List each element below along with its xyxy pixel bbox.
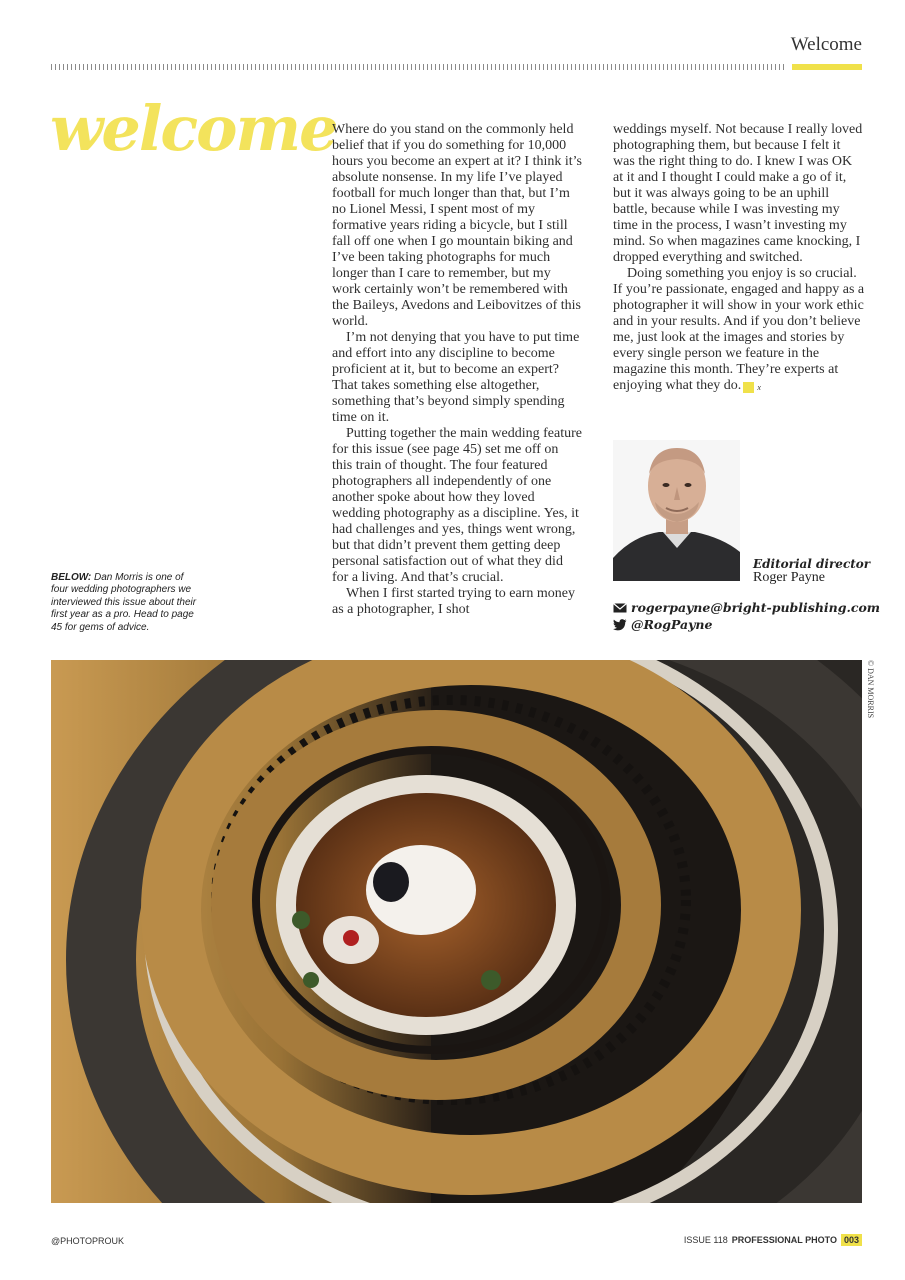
envelope-icon [613,603,627,613]
body-column-2 [613,122,865,394]
paragraph: When I first started trying to earn money as a photographer, I shot [332,586,575,617]
caption-lead: BELOW: [51,572,92,583]
footer-issue-info [684,1234,862,1246]
paragraph: I’m not denying that you have to put time and effort into any discipline to become proficient at it, but to become an expert? That takes something else altogether, something that’s beyond simply spending time on it. [332,330,580,425]
photo-caption [51,572,201,634]
twitter-contact[interactable] [613,617,712,632]
footer-handle: @PHOTOPROUK [51,1236,124,1246]
twitter-bird-icon [613,619,627,631]
twitter-handle[interactable]: @RogPayne [631,617,713,632]
page-number: 003 [841,1234,862,1246]
end-mark-icon: x [743,382,754,393]
email-contact[interactable] [613,600,880,615]
caption-text: Dan Morris is one of four wedding photographers we interviewed this issue about their first year as a pro. Head to page 45 for gems of advice. [51,572,197,633]
editor-portrait [613,440,740,581]
header-tick-rule [51,64,786,70]
section-label: Welcome [790,34,862,55]
email-address[interactable]: rogerpayne@bright-publishing.com [631,600,881,615]
photo-credit [866,660,878,720]
paragraph: weddings myself. Not because I really loved photographing them, but because I felt it was the right thing to do. I knew I was OK at it and I thought I could make a go of it, but it was always going to be an uphill battle, because while I was investing my time in the process, I wasn’t investing my mind. So when magazines came knocking, I dropped everything and switched. [613,122,863,265]
editor-role: Editorial director [753,557,871,571]
editor-name: Roger Payne [753,570,825,585]
body-column-1 [332,122,582,618]
header-accent-bar [792,64,862,70]
photo-credit-text: © DAN MORRIS [866,660,875,719]
magazine-name: PROFESSIONAL PHOTO [731,1235,837,1245]
page-title: welcome [50,92,337,165]
paragraph: Putting together the main wedding feature for this issue (see page 45) set me off on this train of thought. The four featured photographers all independently of one another spoke about how they loved wedding photography as a discipline. Yes, it had challenges and yes, things went wrong, but that didn’t prevent them getting deep personal satisfaction out of what they did for a living. And that’s crucial. [332,426,582,585]
spiral-staircase-photo [51,660,862,1203]
paragraph: Where do you stand on the commonly held belief that if you do something for 10,000 hours you become an expert at it? I think it’s absolute nonsense. In my life I’ve played football for much longer than that, but I’m no Lionel Messi, I spent most of my formative years riding a bicycle, but I still fall off one when I go mountain biking and I’ve been taking photographs for much longer than I care to remember, but my work certainly won’t be remembered with the Baileys, Avedons and Leibovitzes of this world. [332,122,582,329]
issue-number: ISSUE 118 [683,1235,728,1245]
paragraph-text: Doing something you enjoy is so crucial. If you’re passionate, engaged and happy as a photographer it will show in your work ethic and in your results. And if you don’t believe me, just look at the images and stories by every single person we feature in the magazine this month. They’re experts at enjoying what they do. [613,266,865,393]
paragraph [613,266,865,394]
